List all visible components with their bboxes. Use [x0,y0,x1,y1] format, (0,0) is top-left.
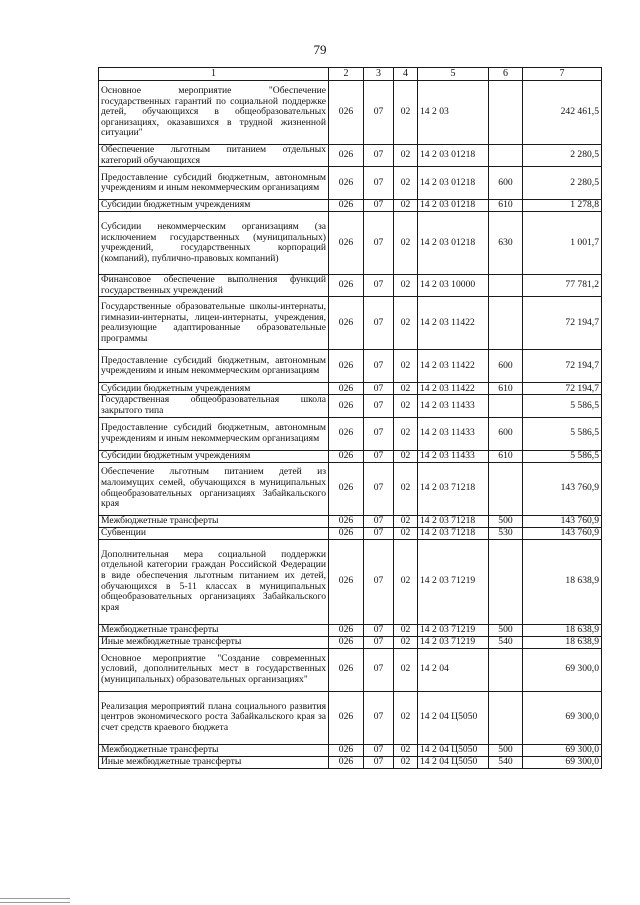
cell-expense-type: 600 [489,417,523,450]
cell-amount: 2 280,5 [523,167,602,200]
cell-amount: 72 194,7 [523,297,602,350]
table-row [99,450,602,462]
cell-ministry-code: 026 [329,383,364,395]
table-row [99,395,602,417]
cell-name: Реализация мероприятий плана социального развития центров экономического роста Забайкальского края за счет средств краевого бюджета [99,691,329,744]
cell-ministry-code: 026 [329,395,364,417]
cell-amount: 143 760,9 [523,515,602,527]
cell-target-article: 14 2 03 71219 [418,624,489,636]
cell-ministry-code: 026 [329,275,364,297]
cell-amount: 72 194,7 [523,350,602,383]
cell-section: 07 [364,275,394,297]
cell-target-article: 14 2 03 [418,81,489,145]
cell-amount: 1 001,7 [523,212,602,275]
cell-subsection: 02 [394,691,418,744]
cell-name: Государственная общеобразовательная школа закрытого типа [99,395,329,417]
cell-section: 07 [364,417,394,450]
cell-section: 07 [364,462,394,515]
table-row [99,212,602,275]
cell-target-article: 14 2 03 01218 [418,167,489,200]
cell-amount: 2 280,5 [523,145,602,167]
cell-expense-type [489,297,523,350]
cell-target-article: 14 2 03 71218 [418,515,489,527]
cell-subsection: 02 [394,648,418,691]
cell-expense-type: 630 [489,212,523,275]
cell-amount: 1 278,8 [523,200,602,212]
table-row [99,636,602,648]
cell-amount: 143 760,9 [523,527,602,539]
cell-name: Основное мероприятие "Создание современных условий, дополнительных мест в государственных (муниципальных) образовательных организациях" [99,648,329,691]
cell-subsection: 02 [394,200,418,212]
cell-amount: 69 300,0 [523,756,602,768]
table-row [99,515,602,527]
cell-name: Дополнительная мера социальной поддержки отдельной категории граждан Российской Федерации в виде обеспечения льготным питанием их детей, обучающихся в 5-11 классах в муниципальных общеобразовательных организациях Забайкальского края [99,539,329,624]
column-header: 3 [364,68,394,81]
cell-section: 07 [364,145,394,167]
cell-expense-type [489,145,523,167]
cell-target-article: 14 2 04 [418,648,489,691]
table-row [99,624,602,636]
cell-subsection: 02 [394,297,418,350]
cell-amount: 18 638,9 [523,624,602,636]
table-row [99,167,602,200]
table-row [99,200,602,212]
cell-ministry-code: 026 [329,212,364,275]
cell-subsection: 02 [394,395,418,417]
cell-expense-type: 530 [489,527,523,539]
cell-expense-type [489,462,523,515]
cell-expense-type: 600 [489,167,523,200]
cell-ministry-code: 026 [329,648,364,691]
table-row [99,462,602,515]
cell-ministry-code: 026 [329,539,364,624]
cell-ministry-code: 026 [329,200,364,212]
cell-target-article: 14 2 03 11422 [418,383,489,395]
cell-expense-type [489,691,523,744]
cell-ministry-code: 026 [329,624,364,636]
cell-name: Субвенции [99,527,329,539]
cell-expense-type [489,395,523,417]
cell-section: 07 [364,744,394,756]
cell-amount: 18 638,9 [523,636,602,648]
cell-section: 07 [364,200,394,212]
cell-expense-type: 500 [489,515,523,527]
cell-subsection: 02 [394,462,418,515]
column-header: 4 [394,68,418,81]
cell-name: Межбюджетные трансферты [99,624,329,636]
cell-section: 07 [364,756,394,768]
cell-ministry-code: 026 [329,462,364,515]
cell-subsection: 02 [394,744,418,756]
table-header-row [99,68,602,81]
cell-ministry-code: 026 [329,350,364,383]
cell-section: 07 [364,212,394,275]
cell-section: 07 [364,527,394,539]
cell-ministry-code: 026 [329,756,364,768]
cell-name: Основное мероприятие "Обеспечение государственных гарантий по социальной поддержке детей, обучающихся в общеобразовательных организациях, оказавшихся в трудной жизненной ситуации" [99,81,329,145]
cell-target-article: 14 2 04 Ц5050 [418,691,489,744]
cell-amount: 18 638,9 [523,539,602,624]
cell-section: 07 [364,636,394,648]
cell-ministry-code: 026 [329,417,364,450]
cell-amount: 77 781,2 [523,275,602,297]
cell-expense-type: 610 [489,200,523,212]
cell-section: 07 [364,450,394,462]
cell-name: Субсидии бюджетным учреждениям [99,450,329,462]
cell-name: Субсидии бюджетным учреждениям [99,383,329,395]
cell-name: Финансовое обеспечение выполнения функций государственных учреждений [99,275,329,297]
table-row [99,81,602,145]
cell-expense-type [489,539,523,624]
cell-section: 07 [364,167,394,200]
table-row [99,756,602,768]
table-row [99,744,602,756]
cell-ministry-code: 026 [329,450,364,462]
cell-section: 07 [364,539,394,624]
cell-section: 07 [364,395,394,417]
cell-expense-type: 540 [489,756,523,768]
cell-ministry-code: 026 [329,81,364,145]
cell-section: 07 [364,297,394,350]
cell-name: Предоставление субсидий бюджетным, автономным учреждениям и иным некоммерческим организациям [99,350,329,383]
cell-subsection: 02 [394,81,418,145]
table-row [99,648,602,691]
table-row [99,539,602,624]
cell-subsection: 02 [394,539,418,624]
cell-name: Межбюджетные трансферты [99,515,329,527]
column-header: 5 [418,68,489,81]
page-number: 79 [313,42,327,57]
cell-expense-type: 540 [489,636,523,648]
cell-expense-type: 600 [489,350,523,383]
cell-ministry-code: 026 [329,636,364,648]
page-edge-mark [0,898,70,899]
cell-name: Межбюджетные трансферты [99,744,329,756]
cell-target-article: 14 2 03 01218 [418,145,489,167]
cell-target-article: 14 2 03 11433 [418,417,489,450]
cell-target-article: 14 2 03 10000 [418,275,489,297]
column-header: 2 [329,68,364,81]
cell-subsection: 02 [394,450,418,462]
cell-subsection: 02 [394,167,418,200]
cell-section: 07 [364,350,394,383]
cell-amount: 5 586,5 [523,417,602,450]
cell-section: 07 [364,81,394,145]
cell-subsection: 02 [394,756,418,768]
cell-amount: 5 586,5 [523,395,602,417]
cell-subsection: 02 [394,145,418,167]
cell-name: Обеспечение льготным питанием отдельных категорий обучающихся [99,145,329,167]
table-row [99,297,602,350]
cell-subsection: 02 [394,527,418,539]
column-header: 6 [489,68,523,81]
table-row [99,275,602,297]
cell-expense-type: 610 [489,450,523,462]
cell-amount: 69 300,0 [523,744,602,756]
cell-expense-type [489,275,523,297]
cell-target-article: 14 2 03 01218 [418,200,489,212]
cell-ministry-code: 026 [329,297,364,350]
cell-name: Субсидии некоммерческим организациям (за исключением государственных (муниципальных) учреждений, государственных корпораций (компаний), публично-правовых компаний) [99,212,329,275]
cell-subsection: 02 [394,417,418,450]
column-header: 7 [523,68,602,81]
cell-ministry-code: 026 [329,691,364,744]
cell-name: Государственные образовательные школы-интернаты, гимназии-интернаты, лицеи-интернаты, учреждения, реализующие адаптированные образовательные программы [99,297,329,350]
cell-amount: 69 300,0 [523,691,602,744]
cell-name: Обеспечение льготным питанием детей из малоимущих семей, обучающихся в муниципальных общеобразовательных организациях Забайкальского края [99,462,329,515]
cell-subsection: 02 [394,383,418,395]
cell-amount: 72 194,7 [523,383,602,395]
cell-target-article: 14 2 03 71218 [418,527,489,539]
cell-name: Субсидии бюджетным учреждениям [99,200,329,212]
cell-section: 07 [364,624,394,636]
cell-section: 07 [364,648,394,691]
cell-ministry-code: 026 [329,527,364,539]
budget-table [98,67,602,769]
cell-target-article: 14 2 03 71218 [418,462,489,515]
cell-target-article: 14 2 03 11433 [418,450,489,462]
cell-name: Предоставление субсидий бюджетным, автономным учреждениям и иным некоммерческим организациям [99,417,329,450]
cell-subsection: 02 [394,624,418,636]
cell-target-article: 14 2 03 71219 [418,539,489,624]
cell-target-article: 14 2 03 11422 [418,297,489,350]
cell-ministry-code: 026 [329,167,364,200]
cell-amount: 5 586,5 [523,450,602,462]
table-body [99,81,602,769]
cell-target-article: 14 2 03 11422 [418,350,489,383]
column-header: 1 [99,68,329,81]
table-row [99,145,602,167]
cell-subsection: 02 [394,636,418,648]
cell-ministry-code: 026 [329,515,364,527]
cell-expense-type: 500 [489,744,523,756]
cell-name: Иные межбюджетные трансферты [99,756,329,768]
cell-expense-type: 610 [489,383,523,395]
cell-subsection: 02 [394,350,418,383]
cell-expense-type [489,81,523,145]
cell-subsection: 02 [394,212,418,275]
cell-name: Предоставление субсидий бюджетным, автономным учреждениям и иным некоммерческим организациям [99,167,329,200]
cell-amount: 143 760,9 [523,462,602,515]
cell-amount: 69 300,0 [523,648,602,691]
table-row [99,383,602,395]
table-row [99,350,602,383]
cell-amount: 242 461,5 [523,81,602,145]
cell-expense-type [489,648,523,691]
cell-ministry-code: 026 [329,744,364,756]
cell-section: 07 [364,515,394,527]
table-row [99,691,602,744]
cell-subsection: 02 [394,275,418,297]
cell-name: Иные межбюджетные трансферты [99,636,329,648]
cell-expense-type: 500 [489,624,523,636]
cell-section: 07 [364,691,394,744]
cell-target-article: 14 2 03 01218 [418,212,489,275]
cell-ministry-code: 026 [329,145,364,167]
cell-target-article: 14 2 03 11433 [418,395,489,417]
page-edge-mark [0,902,70,903]
cell-target-article: 14 2 04 Ц5050 [418,756,489,768]
table-row [99,417,602,450]
cell-subsection: 02 [394,515,418,527]
cell-target-article: 14 2 03 71219 [418,636,489,648]
cell-section: 07 [364,383,394,395]
cell-target-article: 14 2 04 Ц5050 [418,744,489,756]
table-row [99,527,602,539]
